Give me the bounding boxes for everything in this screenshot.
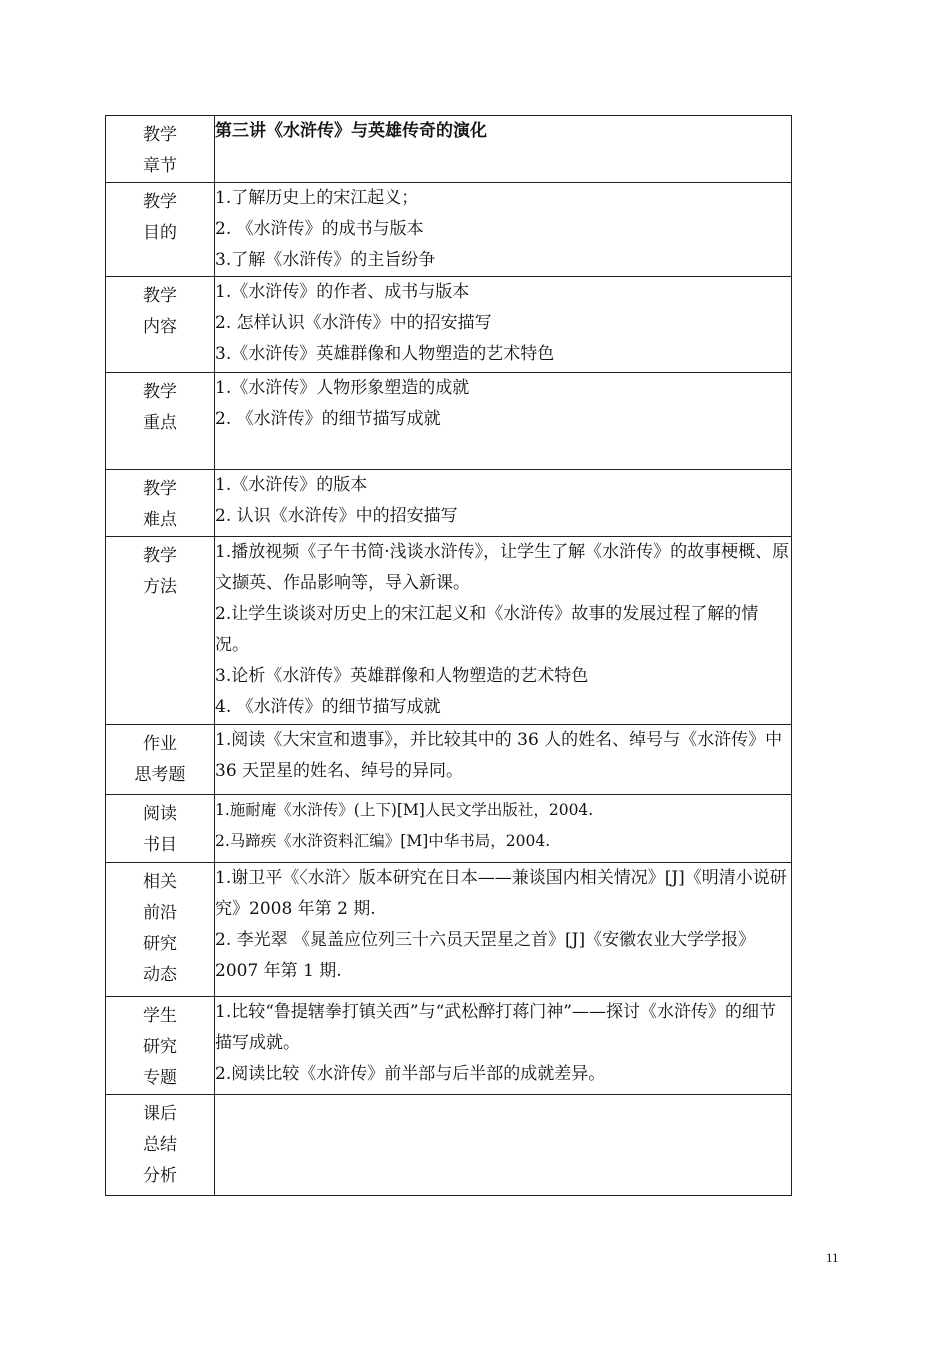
content-line: 2.马蹄疾《水浒资料汇编》[M]中华书局，2004.: [215, 832, 551, 850]
row-content: [215, 997, 792, 1095]
content-line: 1.阅读《大宋宣和遗事》，并比较其中的 36 人的姓名、绰号与《水浒传》中 36 天罡星的姓名、绰号的异同。: [215, 730, 783, 781]
row-chapter: [106, 116, 792, 183]
row-label-text: 教学 难点: [143, 479, 177, 530]
content-line: 2. 认识《水浒传》中的招安描写: [215, 506, 458, 526]
row-label-text: 阅读 书目: [143, 804, 177, 855]
row-content: [215, 537, 792, 725]
row-homework: [106, 725, 792, 795]
content-line: 3.了解《水浒传》的主旨纷争: [215, 250, 436, 270]
content-line: 1.《水浒传》的作者、成书与版本: [215, 282, 470, 302]
row-content: [215, 277, 792, 373]
row-label-text: 教学 内容: [143, 286, 177, 337]
content-line: 1.比较“鲁提辖拳打镇关西”与“武松醉打蒋门神”——探讨《水浒传》的细节描写成就。: [215, 1002, 776, 1053]
row-label: [106, 470, 215, 537]
content-line: 3.论析《水浒传》英雄群像和人物塑造的艺术特色: [215, 666, 589, 686]
row-label: [106, 116, 215, 183]
row-objective: [106, 183, 792, 277]
content-line: 2. 《水浒传》的成书与版本: [215, 219, 424, 239]
row-label: [106, 1095, 215, 1196]
row-label-text: 作业 思考题: [134, 734, 186, 785]
row-label: [106, 373, 215, 470]
content-line: 2. 李光翠 《晁盖应位列三十六员天罡星之首》[J]《安徽农业大学学报》2007 年第 1 期.: [215, 930, 756, 981]
row-content: [215, 795, 792, 863]
row-key-points: [106, 373, 792, 470]
row-label-text: 相关 前沿 研究 动态: [143, 872, 177, 985]
content-line: 1.《水浒传》的版本: [215, 475, 368, 495]
row-label: [106, 725, 215, 795]
content-line: 2.阅读比较《水浒传》前半部与后半部的成就差异。: [215, 1064, 606, 1084]
row-label-text: 教学 目的: [143, 192, 177, 243]
lesson-plan-sheet: [105, 115, 792, 1196]
content-line: 4. 《水浒传》的细节描写成就: [215, 697, 441, 717]
row-label: [106, 997, 215, 1095]
row-content: [215, 116, 792, 183]
row-summary: [106, 1095, 792, 1196]
row-methods: [106, 537, 792, 725]
row-content: [215, 725, 792, 795]
row-content: [215, 863, 792, 997]
row-content: [215, 1095, 792, 1196]
row-content: [215, 183, 792, 277]
row-label-text: 教学 章节: [143, 125, 177, 176]
content-line: 1.施耐庵《水浒传》(上下)[M]人民文学出版社，2004.: [215, 801, 594, 819]
row-frontier-research: [106, 863, 792, 997]
row-label-text: 课后 总结 分析: [143, 1104, 177, 1186]
content-line: 1.《水浒传》人物形象塑造的成就: [215, 378, 470, 398]
page-number: 11: [826, 1250, 839, 1265]
row-content: [106, 277, 792, 373]
row-label: [106, 183, 215, 277]
row-label: [106, 277, 215, 373]
row-content: [215, 373, 792, 470]
row-label-text: 学生 研究 专题: [143, 1006, 177, 1088]
row-label: [106, 537, 215, 725]
content-line: 1.谢卫平《〈水浒〉版本研究在日本——兼谈国内相关情况》[J]《明清小说研究》2008 年第 2 期.: [215, 868, 787, 919]
row-label-text: 教学 重点: [143, 382, 177, 433]
content-line: 1.播放视频《子午书简·浅谈水浒传》，让学生了解《水浒传》的故事梗概、原文撷英、作品影响等，导入新课。: [215, 542, 790, 593]
content-line: 1.了解历史上的宋江起义；: [215, 188, 419, 208]
row-label: [106, 863, 215, 997]
row-difficulties: [106, 470, 792, 537]
content-line: 2. 《水浒传》的细节描写成就: [215, 409, 441, 429]
lesson-plan-table: [105, 115, 792, 1196]
row-content: [215, 470, 792, 537]
content-line: 2.让学生谈谈对历史上的宋江起义和《水浒传》故事的发展过程了解的情况。: [215, 604, 759, 655]
row-student-topics: [106, 997, 792, 1095]
row-reading-list: [106, 795, 792, 863]
content-line: 3.《水浒传》英雄群像和人物塑造的艺术特色: [215, 344, 555, 364]
content-line: 2. 怎样认识《水浒传》中的招安描写: [215, 313, 492, 333]
chapter-title: 第三讲《水浒传》与英雄传奇的演化: [215, 121, 487, 141]
row-label-text: 教学 方法: [143, 546, 177, 597]
row-label: [106, 795, 215, 863]
